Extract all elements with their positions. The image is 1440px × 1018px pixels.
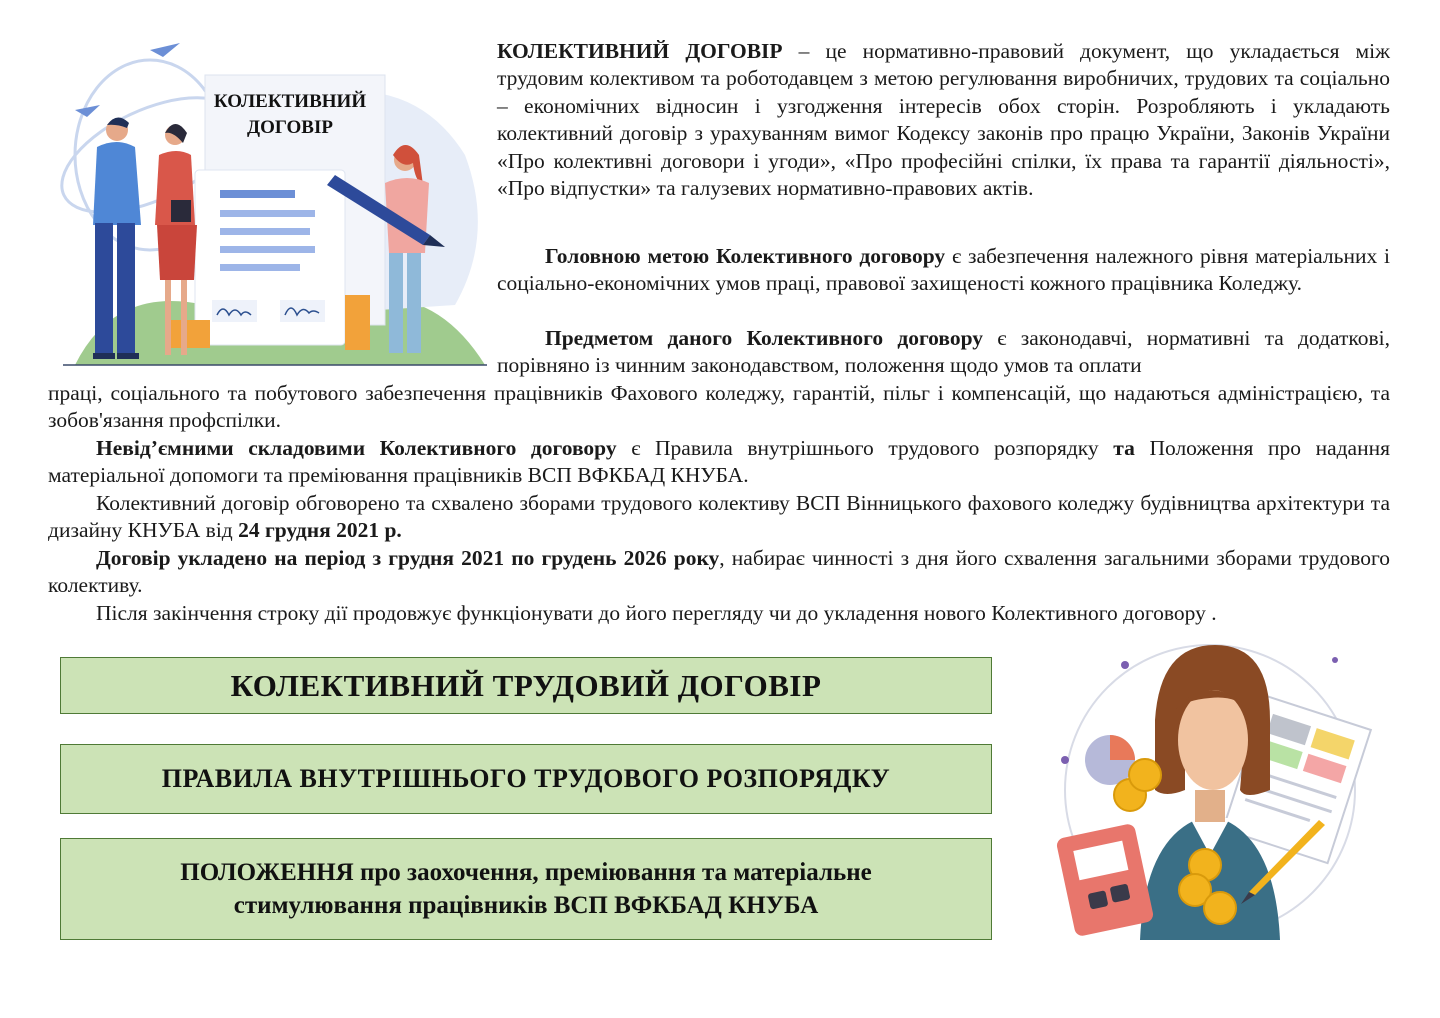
bonus-regulation-line2: стимулювання працівників ВСП ВФКБАД КНУБА bbox=[233, 892, 819, 919]
term-paragraph bbox=[48, 545, 1390, 600]
bonus-regulation-label bbox=[180, 856, 871, 922]
internal-labor-rules-label: ПРАВИЛА ВНУТРІШНЬОГО ТРУДОВОГО РОЗПОРЯДКУ bbox=[161, 764, 891, 793]
term-bold: Договір укладено на період з грудня 2021 по грудень 2026 року bbox=[96, 546, 720, 570]
subject-paragraph-top bbox=[497, 325, 1390, 380]
goal-paragraph bbox=[497, 243, 1390, 298]
bonus-regulation-button[interactable] bbox=[60, 838, 992, 940]
goal-bold: Головною метою Колективного договору bbox=[545, 244, 946, 268]
parts-bold: Невід’ємними складовими Колективного договору bbox=[96, 436, 617, 460]
goal-text: є забезпечення належного рівня матеріальних і соціально-економічних умов праці, правової захищеності кожного працівника Коледжу. bbox=[497, 244, 1390, 296]
parts-text1: є Правила внутрішнього трудового розпорядку bbox=[616, 436, 1114, 460]
accountant-illustration bbox=[1045, 640, 1375, 950]
after-text: Після закінчення строку дії продовжує функціонувати до його перегляду чи до укладення нового Колективного договору . bbox=[96, 601, 1217, 625]
parts-paragraph bbox=[48, 435, 1390, 490]
collective-agreement-illustration bbox=[55, 35, 495, 370]
subject-paragraph-bottom bbox=[48, 380, 1390, 435]
approval-paragraph bbox=[48, 490, 1390, 545]
collective-labor-agreement-label: КОЛЕКТИВНИЙ ТРУДОВИЙ ДОГОВІР bbox=[230, 667, 822, 703]
illustration-sign-line2: ДОГОВІР bbox=[247, 117, 333, 138]
collective-labor-agreement-button[interactable] bbox=[60, 657, 992, 714]
parts-bold2: та bbox=[1113, 436, 1135, 460]
intro-text: – це нормативно-правовий документ, що укладається між трудовим колективом та роботодавцем з метою регулювання виробничих, трудових та соціально – економічних відносин і узгодження інтересів обох сторін. Розробляють і укладають колективний договір з урахуванням вимог Кодексу законів про працю України, Законів України «Про колективні договори і угоди», «Про професійні спілки, їх права та гарантії діяльності», «Про відпустки» та галузевих нормативно-правових актів. bbox=[497, 39, 1390, 201]
parts-text2: Положення про надання матеріальної допомоги та преміювання працівників ВСП ВФКБАД КНУБА. bbox=[48, 436, 1391, 488]
after-paragraph bbox=[48, 600, 1390, 627]
bonus-regulation-bold: ПОЛОЖЕННЯ bbox=[180, 859, 354, 886]
subject-bold: Предметом даного Колективного договору bbox=[545, 326, 984, 350]
approval-date: 24 грудня 2021 р. bbox=[238, 518, 402, 543]
subject-text-bottom: праці, соціального та побутового забезпечення працівників Фахового коледжу, гарантій, пільг і компенсацій, що надаються адміністрацією, та зобов'язання профспілки. bbox=[48, 381, 1390, 433]
intro-bold-term: КОЛЕКТИВНИЙ ДОГОВІР bbox=[497, 39, 783, 63]
approval-text: Колективний договір обговорено та схвалено зборами трудового колективу ВСП Вінницького фахового коледжу будівництва архітектури та дизайну КНУБА від bbox=[48, 491, 1390, 543]
internal-labor-rules-button[interactable] bbox=[60, 744, 992, 814]
intro-paragraph bbox=[497, 38, 1390, 202]
term-text: , набирає чинності з дня його схвалення загальними зборами трудового колективу. bbox=[48, 546, 1391, 598]
subject-text-top: є законодавчі, нормативні та додаткові, порівняно із чинним законодавством, положення щодо умов та оплати bbox=[497, 326, 1390, 378]
bonus-regulation-line1: про заохочення, преміювання та матеріальне bbox=[353, 859, 872, 886]
illustration-sign-line1: КОЛЕКТИВНИЙ bbox=[213, 91, 367, 112]
